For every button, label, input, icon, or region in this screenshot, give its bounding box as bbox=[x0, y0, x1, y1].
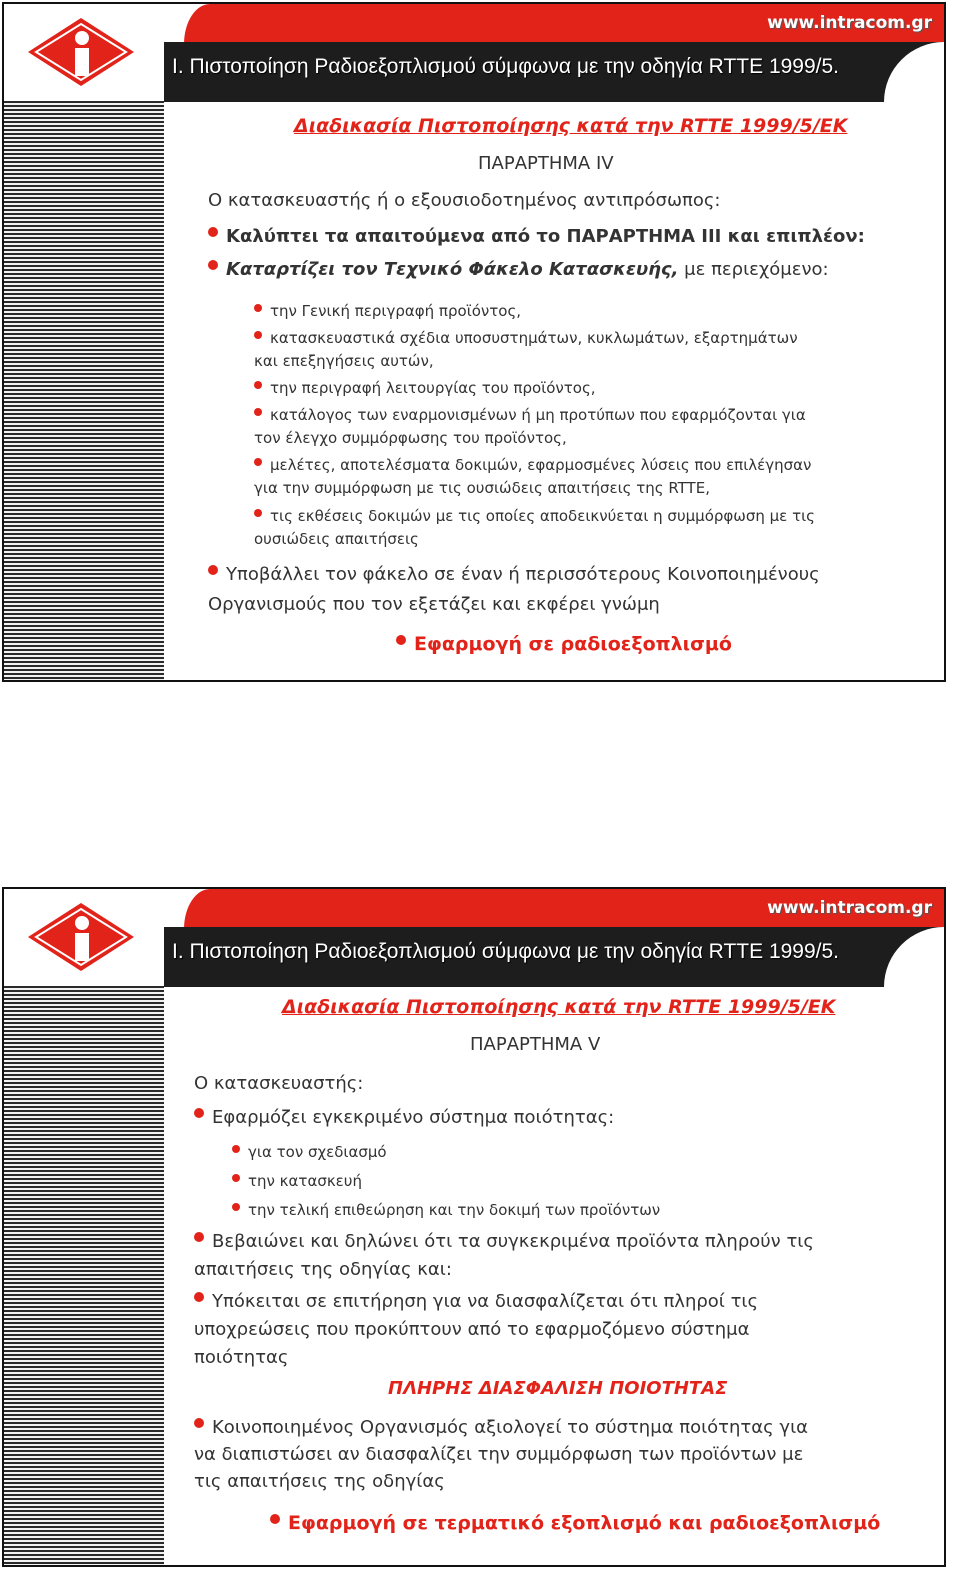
bullet-icon bbox=[270, 1514, 280, 1524]
slide-content bbox=[164, 986, 944, 1565]
intro-text: Ο κατασκευαστής: bbox=[194, 1073, 364, 1094]
slide-1 bbox=[2, 2, 946, 682]
header-red-band bbox=[184, 889, 944, 929]
bullet-item: Υποβάλλει τον φάκελο σε έναν ή περισσότερους Κοινοποιημένους bbox=[208, 561, 820, 589]
sub-bullet-continuation: τον έλεγχο συμμόρφωσης του προϊόντος, bbox=[254, 429, 567, 447]
sub-bullet-continuation: και επεξηγήσεις αυτών, bbox=[254, 352, 434, 370]
side-stripes bbox=[4, 986, 164, 1565]
bullet-icon bbox=[254, 331, 262, 339]
side-stripes bbox=[4, 101, 164, 680]
sub-bullet-item: κατασκευαστικά σχέδια υποσυστημάτων, κυκλωμάτων, εξαρτημάτων bbox=[254, 327, 798, 350]
slide-title: Ι. Πιστοποίηση Ραδιοεξοπλισμού σύμφωνα με την οδηγία RTTE 1999/5. bbox=[172, 55, 840, 78]
quality-assurance-label: ΠΛΗΡΗΣ ΔΙΑΣΦΑΛΙΣΗ ΠΟΙΟΤΗΤΑΣ bbox=[388, 1378, 728, 1399]
bullet-continuation: να διαπιστώσει αν διασφαλίζει την συμμόρφωση των προϊόντων με bbox=[194, 1444, 804, 1465]
bullet-item: Υπόκειται σε επιτήρηση για να διασφαλίζεται ότι πληροί τις bbox=[194, 1288, 758, 1316]
slide-2 bbox=[2, 887, 946, 1567]
title-bar bbox=[164, 42, 944, 102]
sub-bullet-item: για τον σχεδιασμό bbox=[232, 1141, 387, 1164]
bullet-icon bbox=[254, 381, 262, 389]
sub-bullet-item: μελέτες, αποτελέσματα δοκιμών, εφαρμοσμένες λύσεις που επιλέγησαν bbox=[254, 454, 811, 477]
bullet-continuation: υποχρεώσεις που προκύπτουν από το εφαρμοζόμενο σύστημα bbox=[194, 1319, 750, 1340]
bullet-icon bbox=[232, 1145, 240, 1153]
bullet-item: Καλύπτει τα απαιτούμενα από το ΠΑΡΑΡΤΗΜΑ III και επιπλέον: bbox=[208, 223, 865, 251]
bullet-icon bbox=[232, 1174, 240, 1182]
bullet-continuation: ποιότητας bbox=[194, 1347, 289, 1368]
bullet-item: Κοινοποιημένος Οργανισμός αξιολογεί το σύστημα ποιότητας για bbox=[194, 1414, 808, 1442]
bullet-continuation: τις απαιτήσεις της οδηγίας bbox=[194, 1471, 445, 1492]
intracom-logo-icon bbox=[26, 901, 136, 973]
site-url[interactable]: www.intracom.gr bbox=[767, 13, 932, 33]
bullet-icon bbox=[396, 635, 406, 645]
process-heading: Διαδικασία Πιστοποίησης κατά την RTTE 1999/5/ΕΚ bbox=[282, 996, 836, 1018]
application-note: Εφαρμογή σε ραδιοεξοπλισμό bbox=[396, 633, 732, 655]
bullet-continuation: απαιτήσεις της οδηγίας και: bbox=[194, 1259, 452, 1280]
sub-bullet-item: την περιγραφή λειτουργίας του προϊόντος, bbox=[254, 377, 596, 400]
bullet-icon bbox=[254, 408, 262, 416]
sub-bullet-item: την Γενική περιγραφή προϊόντος, bbox=[254, 300, 521, 323]
bullet-item: Βεβαιώνει και δηλώνει ότι τα συγκεκριμένα προϊόντα πληρούν τις bbox=[194, 1228, 814, 1256]
slide-title: Ι. Πιστοποίηση Ραδιοεξοπλισμού σύμφωνα με την οδηγία RTTE 1999/5. bbox=[172, 940, 840, 963]
bullet-icon bbox=[208, 227, 218, 237]
bullet-icon bbox=[194, 1232, 204, 1242]
site-url[interactable]: www.intracom.gr bbox=[767, 898, 932, 918]
slide-content bbox=[164, 101, 944, 680]
process-heading: Διαδικασία Πιστοποίησης κατά την RTTE 1999/5/ΕΚ bbox=[294, 115, 848, 137]
sub-bullet-continuation: ουσιώδεις απαιτήσεις bbox=[254, 530, 419, 548]
logo bbox=[4, 889, 164, 986]
bullet-icon bbox=[208, 260, 218, 270]
annex-title: ΠΑΡΑΡΤΗΜΑ V bbox=[470, 1034, 601, 1055]
bullet-item: Εφαρμόζει εγκεκριμένο σύστημα ποιότητας: bbox=[194, 1104, 614, 1132]
bullet-icon bbox=[254, 458, 262, 466]
title-bar bbox=[164, 927, 944, 987]
annex-title: ΠΑΡΑΡΤΗΜΑ IV bbox=[478, 153, 614, 174]
sub-bullet-item: τις εκθέσεις δοκιμών με τις οποίες αποδεικνύεται η συμμόρφωση με τις bbox=[254, 505, 815, 528]
intracom-logo-icon bbox=[26, 16, 136, 88]
bullet-icon bbox=[254, 509, 262, 517]
sub-bullet-item: την κατασκευή bbox=[232, 1170, 362, 1193]
header-red-band bbox=[184, 4, 944, 44]
bullet-icon bbox=[254, 304, 262, 312]
bullet-item: Καταρτίζει τον Τεχνικό Φάκελο Κατασκευής, με περιεχόμενο: bbox=[208, 256, 829, 284]
bullet-icon bbox=[232, 1203, 240, 1211]
intro-text: Ο κατασκευαστής ή ο εξουσιοδοτημένος αντιπρόσωπος: bbox=[208, 190, 721, 211]
logo bbox=[4, 4, 164, 101]
bullet-icon bbox=[208, 565, 218, 575]
sub-bullet-continuation: για την συμμόρφωση με τις ουσιώδεις απαιτήσεις της RTTE, bbox=[254, 479, 710, 497]
bullet-icon bbox=[194, 1108, 204, 1118]
bullet-continuation: Οργανισμούς που τον εξετάζει και εκφέρει γνώμη bbox=[208, 594, 660, 615]
sub-bullet-item: κατάλογος των εναρμονισμένων ή μη προτύπων που εφαρμόζονται για bbox=[254, 404, 806, 427]
bullet-icon bbox=[194, 1418, 204, 1428]
sub-bullet-item: την τελική επιθεώρηση και την δοκιμή των προϊόντων bbox=[232, 1199, 660, 1222]
application-note: Εφαρμογή σε τερματικό εξοπλισμό και ραδιοεξοπλισμό bbox=[270, 1512, 880, 1534]
bullet-icon bbox=[194, 1292, 204, 1302]
